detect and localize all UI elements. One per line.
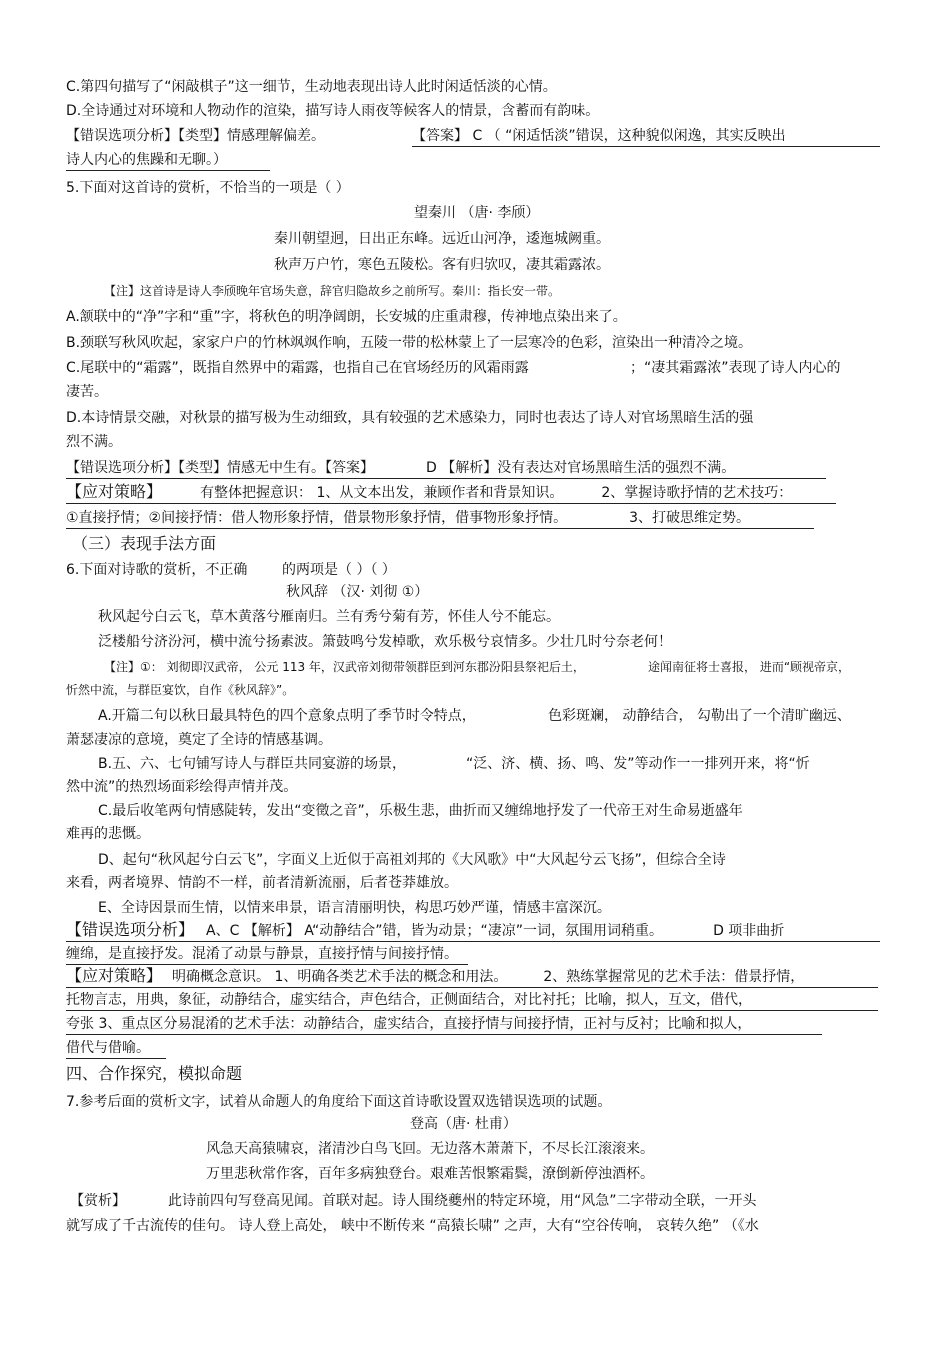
- analysis-label: 【错误选项分析】: [66, 920, 195, 939]
- strategy-text: 夸张 3、重点区分易混淆的艺术手法：动静结合，虚实结合，直接抒情与间接抒情，正衬与反衬；比喻和拟人，: [66, 1014, 822, 1035]
- question-6: 6.下面对诗歌的赏析，不正确: [66, 562, 248, 578]
- poem-line: 风急天高猿啸哀，渚清沙白鸟飞回。无边落木萧萧下，不尽长江滚滚来。: [206, 1141, 654, 1157]
- poem-line: 秋声万户竹，寒色五陵松。客有归欤叹，凄其霜露浓。: [274, 257, 610, 273]
- strategy-text: ①直接抒情；②间接抒情：借人物形象抒情，借景物形象抒情，借事物形象抒情。: [66, 510, 568, 526]
- strategy-text: 2、掌握诗歌抒情的艺术技巧：: [601, 485, 793, 501]
- note: 【注】①： 刘彻即汉武帝， 公元 113 年，汉武帝刘彻带领群臣到河东郡汾阳县祭祀后土，: [104, 660, 585, 674]
- question-5: 5.下面对这首诗的赏析，不恰当的一项是（ ）: [66, 180, 350, 196]
- strategy-text: 明确概念意识。 1、明确各类艺术手法的概念和用法。: [172, 969, 508, 985]
- strategy-text: 托物言志，用典，象征，动静结合，虚实结合，声色结合，正侧面结合，对比衬托；比喻，拟人，互文，借代，: [66, 990, 878, 1011]
- strategy-text: 有整体把握意识： 1、从文本出发，兼顾作者和背景知识。: [200, 485, 564, 501]
- option-d: D、起句“秋风起兮白云飞”，字面义上近似于高祖刘邦的《大风歌》中“大风起兮云飞扬”，但综合全诗: [98, 852, 726, 868]
- strategy-line: [66, 508, 814, 529]
- text-line: 难再的悲慨。: [66, 826, 150, 842]
- option-b: B.颈联写秋风吹起，家家户户的竹林飒飒作响，五陵一带的松林蒙上了一层寒冷的色彩，渲染出一种清冷之境。: [66, 335, 753, 351]
- text-line: 凄苦。: [66, 384, 108, 400]
- appreciation-text: 此诗前四句写登高见闻。首联对起。诗人围绕夔州的特定环境，用“风急”二字带动全联，一开头: [168, 1193, 757, 1209]
- text-line: 萧瑟凄凉的意境，奠定了全诗的情感基调。: [66, 732, 332, 748]
- strategy-line: [66, 482, 836, 504]
- poem-title: 秋风辞 （汉· 刘彻 ①）: [286, 584, 429, 600]
- poem-title: 望秦川 （唐· 李颀）: [414, 205, 540, 221]
- strategy-text: 3、打破思维定势。: [629, 510, 751, 526]
- poem-line: 万里悲秋常作客，百年多病独登台。艰难苦恨繁霜鬓，潦倒新停浊酒杯。: [206, 1166, 654, 1182]
- poem-title: 登高（唐· 杜甫）: [410, 1116, 517, 1132]
- option-d: D.本诗情景交融，对秋景的描写极为生动细致，具有较强的艺术感染力，同时也表达了诗人对官场黑暗生活的强: [66, 410, 754, 426]
- note: 【注】这首诗是诗人李颀晚年官场失意，辞官归隐故乡之前所写。秦川：指长安一带。: [104, 284, 561, 298]
- text-line: D.全诗通过对环境和人物动作的渲染，描写诗人雨夜等候客人的情景，含蓄而有韵味。: [66, 103, 600, 119]
- text-line: 然中流”的热烈场面彩绘得声情并茂。: [66, 779, 298, 795]
- option-c: C.最后收笔两句情感陡转，发出“变徵之音”，乐极生悲，曲折而又缠绵地抒发了一代帝王对生命易逝盛年: [98, 803, 743, 819]
- poem-line: 秋风起兮白云飞，草木黄落兮雁南归。兰有秀兮菊有芳，怀佳人兮不能忘。: [98, 609, 560, 625]
- note-cont: 途闻南征将士喜报， 进而“顾视帝京，: [648, 660, 851, 674]
- analysis-text: 缠绵，是直接抒发。混淆了动景与静景，直接抒情与间接抒情。: [66, 944, 468, 965]
- poem-line: 泛楼船兮济汾河，横中流兮扬素波。箫鼓鸣兮发棹歌，欢乐极兮哀情多。少壮几时兮奈老何！: [98, 634, 672, 650]
- section-heading: （三）表现手法方面: [72, 534, 217, 553]
- analysis-answer: D 【解析】没有表达对官场黑暗生活的强烈不满。: [426, 460, 736, 476]
- analysis-label: 【错误选项分析】【类型】情感理解偏差。: [66, 128, 325, 144]
- option-a-cont: 色彩斑斓， 动静结合， 勾勒出了一个清旷幽远、: [548, 708, 851, 724]
- option-a: A.颔联中的“净”字和“重”字，将秋色的明净阔朗，长安城的庄重肃穆，传神地点染出来了。: [66, 309, 627, 325]
- option-c: C.尾联中的“霜露”，既指自然界中的霜露，也指自己在官场经历的风霜雨露: [66, 360, 529, 376]
- analysis-text: A、C 【解析】 A“动静结合”错，皆为动景；“凄凉”一词，氛围用词稍重。: [206, 923, 664, 939]
- option-b-cont: “泛、济、横、扬、鸣、发”等动作一一排列开来，将“忻: [466, 756, 810, 772]
- option-b: B.五、六、七句铺写诗人与群臣共同宴游的场景，: [98, 756, 407, 772]
- analysis-label: [66, 458, 826, 479]
- section-heading: 四、合作探究，模拟命题: [66, 1064, 243, 1083]
- appreciation-text: 就写成了千古流传的佳句。 诗人登上高处， 峡中不断传来 “高猿长啸” 之声，大有“空谷传响， 哀转久绝” （《水: [66, 1218, 759, 1234]
- option-c-cont: ；“凄其霜露浓”表现了诗人内心的: [630, 360, 841, 376]
- note: 忻然中流，与群臣宴饮，自作《秋风辞》”。: [66, 683, 295, 697]
- strategy-line: [66, 966, 878, 988]
- text-line: C.第四句描写了“闲敲棋子”这一细节，生动地表现出诗人此时闲适恬淡的心情。: [66, 79, 557, 95]
- answer-line: 【答案】 C （ “闲适恬淡”错误，这种貌似闲逸，其实反映出: [412, 126, 880, 147]
- appreciation-label: 【赏析】: [70, 1193, 126, 1209]
- strategy-text: 2、熟练掌握常见的艺术手法：借景抒情，: [543, 969, 805, 985]
- analysis-line: [66, 920, 880, 942]
- strategy-label: 【应对策略】: [66, 966, 163, 985]
- strategy-label: 【应对策略】: [66, 482, 163, 501]
- option-a: A.开篇二句以秋日最具特色的四个意象点明了季节时令特点，: [98, 708, 476, 724]
- text-line: 诗人内心的焦躁和无聊。）: [66, 150, 270, 171]
- question-6-cont: 的两项是（ ）（ ）: [282, 562, 396, 578]
- option-e: E、全诗因景而生情，以情来串景，语言清丽明快，构思巧妙严谨，情感丰富深沉。: [98, 900, 611, 916]
- analysis-type: 【错误选项分析】【类型】情感无中生有。【答案】: [66, 460, 374, 476]
- question-7: 7.参考后面的赏析文字，试着从命题人的角度给下面这首诗歌设置双选错误选项的试题。: [66, 1094, 612, 1110]
- text-line: 烈不满。: [66, 434, 122, 450]
- analysis-text: D 项非曲折: [713, 923, 785, 939]
- strategy-text: 借代与借喻。: [66, 1038, 166, 1059]
- text-line: 来看，两者境界、情韵不一样，前者清新流丽，后者苍莽雄放。: [66, 875, 458, 891]
- poem-line: 秦川朝望迥，日出正东峰。远近山河净，逶迤城阙重。: [274, 231, 610, 247]
